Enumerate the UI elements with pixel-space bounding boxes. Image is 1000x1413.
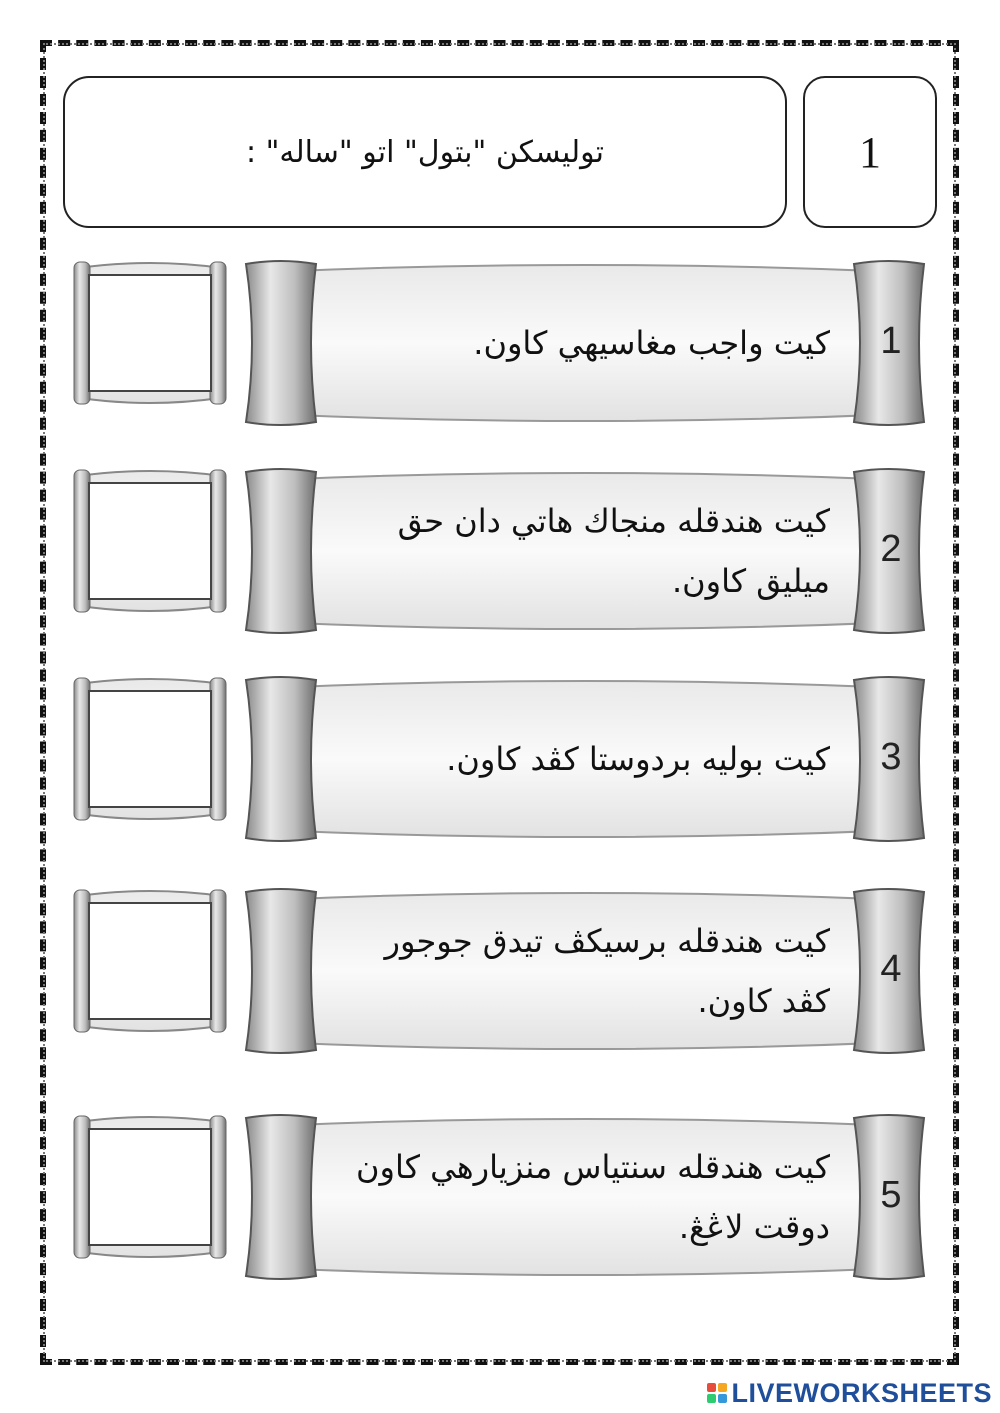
instruction-text: توليسكن "بتول" اتو "ساله" :	[245, 134, 605, 170]
answer-input-5[interactable]	[88, 1128, 212, 1246]
exercise-number-box	[803, 76, 937, 228]
item-text-4: كيت هندقله برسيكڤ تيدق جوجور كڤد كاون.	[384, 922, 830, 1020]
item-text-5: كيت هندقله سنتياس منزيارهي كاون دوقت لاڠڠ.	[355, 1148, 830, 1246]
liveworksheets-logo-icon	[707, 1383, 727, 1403]
answer-input-1[interactable]	[88, 274, 212, 392]
logo-square	[707, 1383, 716, 1392]
item-number-4: 4	[880, 947, 902, 990]
item-row-2	[0, 466, 1000, 636]
item-row-4	[0, 886, 1000, 1056]
instruction-box	[63, 76, 787, 228]
item-text-2: كيت هندقله منجاك هاتي دان حق ميليق كاون.	[397, 502, 830, 600]
logo-square	[707, 1394, 716, 1403]
item-row-3	[0, 674, 1000, 844]
item-row-1	[0, 258, 1000, 428]
item-text-3: كيت بوليه بردوستا كڤد كاون.	[446, 740, 830, 778]
item-number-2: 2	[880, 527, 902, 570]
answer-input-3[interactable]	[88, 690, 212, 808]
item-number-1: 1	[880, 319, 902, 362]
exercise-number: 1	[859, 127, 881, 177]
answer-input-4[interactable]	[88, 902, 212, 1020]
liveworksheets-brand[interactable]	[707, 1378, 992, 1408]
item-row-5	[0, 1112, 1000, 1282]
answer-input-2[interactable]	[88, 482, 212, 600]
item-text-1: كيت واجب مغاسيهي كاون.	[473, 324, 830, 362]
item-number-3: 3	[880, 735, 902, 778]
logo-square	[718, 1394, 727, 1403]
logo-square	[718, 1383, 727, 1392]
brand-name: LIVEWORKSHEETS	[731, 1377, 992, 1408]
item-number-5: 5	[880, 1173, 902, 1216]
